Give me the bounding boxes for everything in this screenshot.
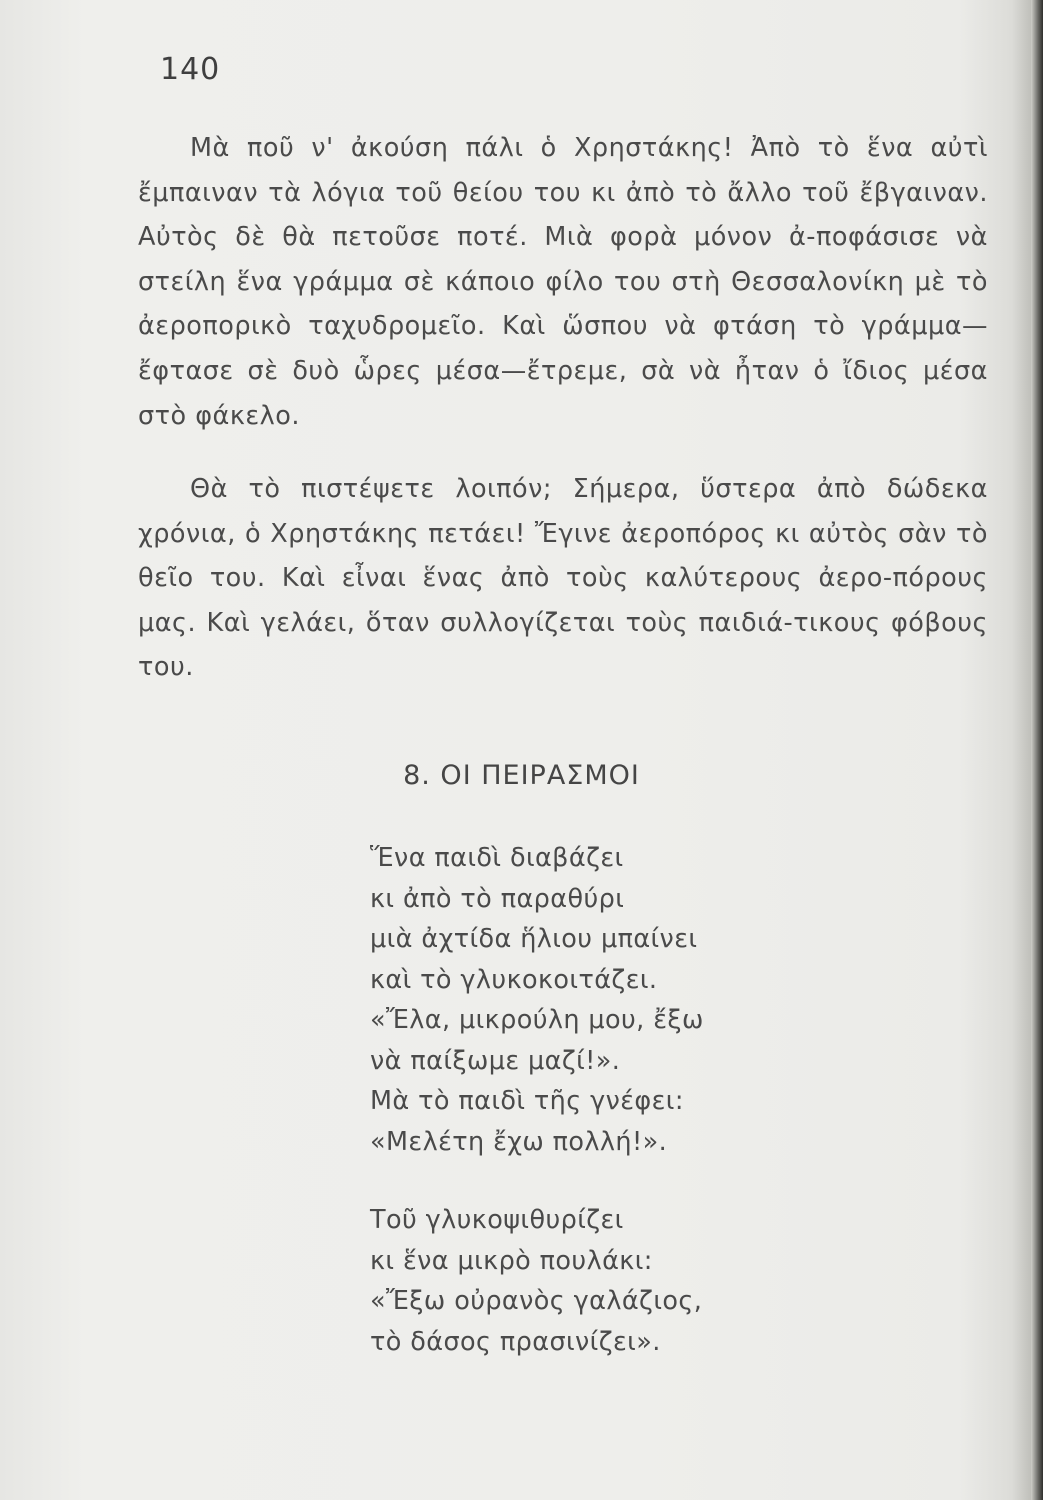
paragraph-text: Μὰ ποῦ ν' ἀκούση πάλι ὁ Χρηστάκης! Ἀπὸ τὸ ἕνα αὐτὶ ἔμπαιναν τὰ λόγια τοῦ θείου του κι ἀπὸ τὸ ἄλλο τοῦ ἔβγαιναν. Αὐτὸς δὲ θὰ πετοῦσε ποτέ. Μιὰ φορὰ μόνον ἀ-ποφάσισε νὰ στείλη ἕνα γράμμα σὲ κάποιο φίλο του στὴ Θεσσαλονίκη μὲ τὸ ἀεροπορικὸ ταχυδρομεῖο. Καὶ ὥσπου νὰ φτάση τὸ γράμμα—ἔφτασε σὲ δυὸ ὧρες μέσα—ἔτρεμε, σὰ νὰ ἦταν ὁ ἴδιος μέσα στὸ φάκελο. <box>138 133 988 431</box>
section-title: 8. ΟΙ ΠΕΙΡΑΣΜΟΙ <box>403 760 640 791</box>
poem-line: Μὰ τὸ παιδὶ τῆς γνέφει: <box>370 1086 684 1116</box>
paragraph-2 <box>138 467 988 690</box>
poem-line: κι ἀπὸ τὸ παραθύρι <box>370 883 625 914</box>
paragraph-1 <box>138 126 988 438</box>
poem-line: «Μελέτη ἔχω πολλή!». <box>370 1126 668 1157</box>
poem-stanza-1 <box>370 838 704 1162</box>
paragraph-text: Θὰ τὸ πιστέψετε λοιπόν; Σήμερα, ὕστερα ἀπὸ δώδεκα χρόνια, ὁ Χρηστάκης πετάει! Ἔγινε ἀεροπόρος κι αὐτὸς σὰν τὸ θεῖο του. Καὶ εἶναι ἕνας ἀπὸ τοὺς καλύτερους ἀερο-πόρους μας. Καὶ γελάει, ὅταν συλλογίζεται τοὺς παιδιά-τικους φόβους του. <box>138 474 988 683</box>
poem-line: νὰ παίξωμε μαζί!». <box>370 1045 621 1076</box>
poem-stanza-2 <box>370 1200 702 1362</box>
poem-line: τὸ δάσος πρασινίζει». <box>370 1326 661 1357</box>
poem-line: μιὰ ἀχτίδα ἥλιου μπαίνει <box>370 924 698 954</box>
poem-line: κι ἕνα μικρὸ πουλάκι: <box>370 1245 653 1276</box>
book-spine-shadow <box>1031 0 1043 1500</box>
poem-line: «Ἔξω οὐρανὸς γαλάζιος, <box>370 1286 703 1316</box>
poem-line: «Ἔλα, μικρούλη μου, ἔξω <box>370 1005 704 1035</box>
poem-line: καὶ τὸ γλυκοκοιτάζει. <box>370 964 658 995</box>
poem-line: Τοῦ γλυκοψιθυρίζει <box>370 1205 624 1235</box>
page-number: 140 <box>160 52 221 87</box>
poem-line: Ἕνα παιδὶ διαβάζει <box>370 843 624 873</box>
